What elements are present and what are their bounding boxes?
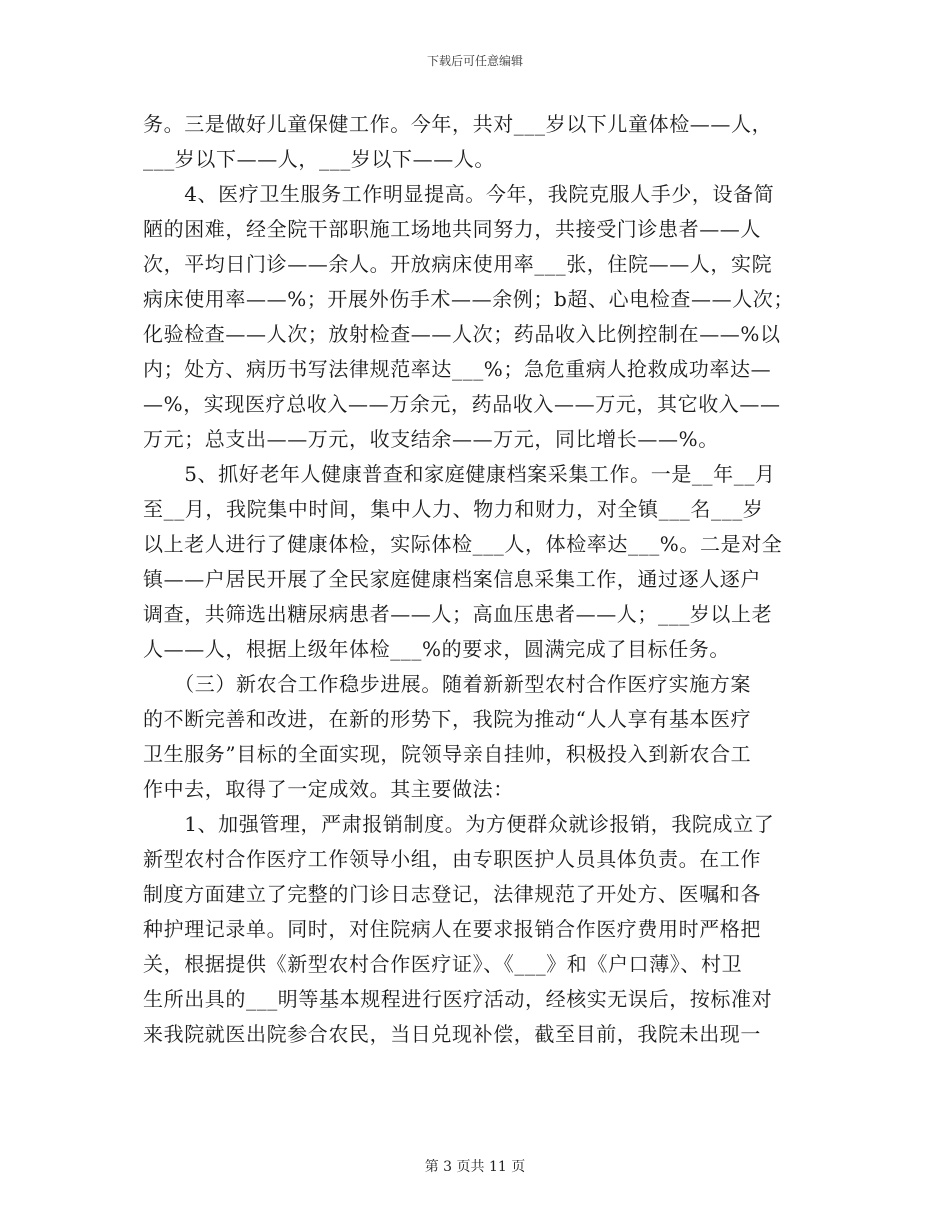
text-line: 调查，共筛选出糖尿病患者——人；高血压患者——人；___岁以上老: [143, 602, 773, 626]
text-line: 作中去，取得了一定成效。其主要做法：: [143, 777, 514, 801]
text-line: （三）新农合工作稳步进展。随着新新型农村合作医疗实施方案: [143, 672, 751, 696]
text-line: 关，根据提供《新型农村合作医疗证》、《___》和《户口薄》、村卫: [143, 952, 743, 976]
text-line: 5、抓好老年人健康普查和家庭健康档案采集工作。一是__年__月: [143, 462, 776, 486]
text-line: 陋的困难，经全院干部职施工场地共同努力，共接受门诊患者——人: [143, 217, 761, 241]
text-line: 次，平均日门诊——余人。开放病床使用率___张，住院——人，实院: [143, 252, 773, 276]
text-line: 生所出具的___明等基本规程进行医疗活动，经核实无误后，按标准对: [143, 987, 773, 1011]
text-line: 内；处方、病历书写法律规范率达___%；急危重病人抢救成功率达—: [143, 357, 772, 381]
text-line: 来我院就医出院参合农民，当日兑现补偿，截至目前，我院未出现一: [143, 1022, 761, 1046]
text-line: 种护理记录单。同时，对住院病人在要求报销合作医疗费用时严格把: [143, 917, 761, 941]
page-header: 下载后可任意编辑: [426, 54, 523, 68]
text-line: 化验检查——人次；放射检查——人次；药品收入比例控制在——%以: [143, 322, 781, 346]
text-line: 4、医疗卫生服务工作明显提高。今年，我院克服人手少，设备简: [143, 182, 775, 206]
text-line: 人——人，根据上级年体检___%的要求，圆满完成了目标任务。: [143, 637, 731, 661]
text-line: 新型农村合作医疗工作领导小组，由专职医护人员具体负责。在工作: [143, 847, 761, 871]
text-line: 制度方面建立了完整的门诊日志登记，法律规范了开处方、医嘱和各: [143, 882, 761, 906]
text-line: 镇——户居民开展了全民家庭健康档案信息采集工作，通过逐人逐户: [143, 567, 761, 591]
text-line: 的不断完善和改进，在新的形势下，我院为推动“人人享有基本医疗: [143, 707, 752, 731]
text-line: ___岁以下——人，___岁以下——人。: [143, 147, 495, 171]
document-body: [143, 107, 803, 1052]
text-line: 卫生服务”目标的全面实现，院领导亲自挂帅，积极投入到新农合工: [143, 742, 752, 766]
text-line: 以上老人进行了健康体检，实际体检___人，体检率达___%。二是对全: [143, 532, 783, 556]
text-line: 1、加强管理，严肃报销制度。为方便群众就诊报销，我院成立了: [143, 812, 775, 836]
page-number-footer: 第 3 页共 11 页: [424, 1159, 526, 1175]
text-line: 万元；总支出——万元，收支结余——万元，同比增长——%。: [143, 427, 719, 451]
text-line: 务。三是做好儿童保健工作。今年，共对___岁以下儿童体检——人，: [143, 112, 773, 136]
text-line: 至__月，我院集中时间，集中人力、物力和财力，对全镇___名___岁: [143, 497, 764, 521]
text-line: —%，实现医疗总收入——万余元，药品收入——万元，其它收入——: [143, 392, 781, 416]
text-line: 病床使用率——%；开展外伤手术——余例；b超、心电检查——人次；: [143, 287, 795, 311]
